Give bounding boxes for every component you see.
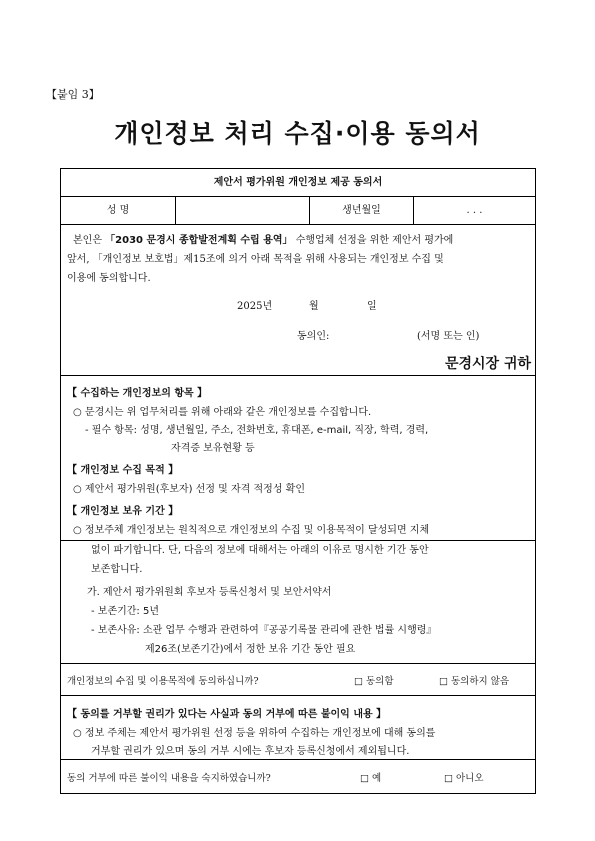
question-2-text: 동의 거부에 따른 불이익 내용을 숙지하였습니까?: [67, 773, 271, 784]
refusal-line-2: 거부할 권리가 있으며 동의 거부 시에는 후보자 등록신청에서 제외됩니다.: [91, 746, 410, 757]
refusal-line-1: ○ 정보 주체는 제안서 평가위원 선정 등을 위하여 수집하는 개인정보에 대해 동의를: [73, 728, 436, 739]
retention-line-5: - 보존기간: 5년: [91, 606, 159, 617]
project-name: 「2030 문경시 종합발전계획 수립 용역」: [105, 235, 293, 246]
retention-block: [61, 541, 535, 664]
retention-line-1: ○ 정보주체 개인정보는 원칙적으로 개인정보의 수집 및 이용목적이 달성되면 지체: [73, 525, 430, 536]
retention-line-7: 제26조(보존기간)에서 정한 보유 기간 동안 필요: [145, 644, 356, 655]
consenter-label: 동의인:: [297, 331, 330, 342]
retention-line-4: 가. 제안서 평가위원회 후보자 등록신청서 및 보안서약서: [87, 587, 332, 598]
items-title: 【 수집하는 개인정보의 항목 】: [67, 388, 208, 399]
attachment-label: 【붙임 3】: [46, 88, 100, 101]
items-line-2: - 필수 항목: 성명, 생년월일, 주소, 전화번호, 휴대폰, e-mail, 직장, 학력, 경력,: [85, 425, 429, 436]
refusal-block: [61, 695, 535, 760]
consent-line-3: 이용에 동의합니다.: [67, 273, 151, 284]
question-2-row: [61, 759, 535, 793]
purpose-line-1: ○ 제안서 평가위원(후보자) 선정 및 자격 적정성 확인: [73, 484, 305, 495]
signature-label: (서명 또는 인): [417, 331, 480, 342]
birth-label: 생년월일: [310, 197, 414, 224]
form-header: 제안서 평가위원 개인정보 제공 동의서: [61, 169, 535, 197]
name-row: [61, 197, 535, 225]
name-field[interactable]: [176, 197, 310, 224]
refusal-title: 【 동의를 거부할 권리가 있다는 사실과 동의 거부에 따른 불이익 내용 】: [67, 709, 387, 720]
agree-checkbox[interactable]: □ 동의함: [354, 676, 394, 687]
items-line-1: ○ 문경시는 위 업무처리를 위해 아래와 같은 개인정보를 수집합니다.: [73, 407, 372, 418]
consent-statement: [61, 225, 535, 541]
birth-field[interactable]: . . .: [466, 205, 483, 216]
date-year: 2025년: [237, 301, 273, 312]
question-1-row: [61, 663, 535, 696]
date-month: 월: [309, 301, 319, 312]
disagree-checkbox[interactable]: □ 동의하지 않음: [439, 676, 510, 687]
no-checkbox[interactable]: □ 아니오: [444, 773, 484, 784]
divider: [61, 375, 535, 376]
yes-checkbox[interactable]: □ 예: [360, 773, 382, 784]
consent-line-2: 앞서, 「개인정보 보호법」제15조에 의거 아래 목적을 위해 사용되는 개인정보 수집 및: [67, 254, 444, 265]
date-day: 일: [367, 301, 377, 312]
consent-prefix: 본인은: [73, 235, 106, 246]
purpose-title: 【 개인정보 수집 목적 】: [67, 465, 179, 476]
name-label: 성 명: [61, 197, 176, 224]
document-title: 개인정보 처리 수집·이용 동의서: [114, 119, 481, 148]
retention-title: 【 개인정보 보유 기간 】: [67, 506, 179, 517]
consent-line-1: [67, 231, 529, 250]
retention-line-2: 없이 파기합니다. 단, 다음의 정보에 대해서는 아래의 이유로 명시한 기간 동안: [91, 545, 429, 556]
retention-line-6: - 보존사유: 소관 업무 수행과 관련하여『공공기록물 관리에 관한 법률 시행령』: [91, 625, 437, 636]
question-1-text: 개인정보의 수집 및 이용목적에 동의하십니까?: [67, 676, 259, 687]
addressee: 문경시장 귀하: [444, 356, 531, 372]
items-line-3: 자격증 보유현황 등: [171, 443, 255, 454]
consent-form: [60, 168, 536, 794]
consent-suffix: 수행업체 선정을 위한 제안서 평가에: [292, 235, 454, 246]
retention-line-3: 보존합니다.: [91, 564, 143, 575]
